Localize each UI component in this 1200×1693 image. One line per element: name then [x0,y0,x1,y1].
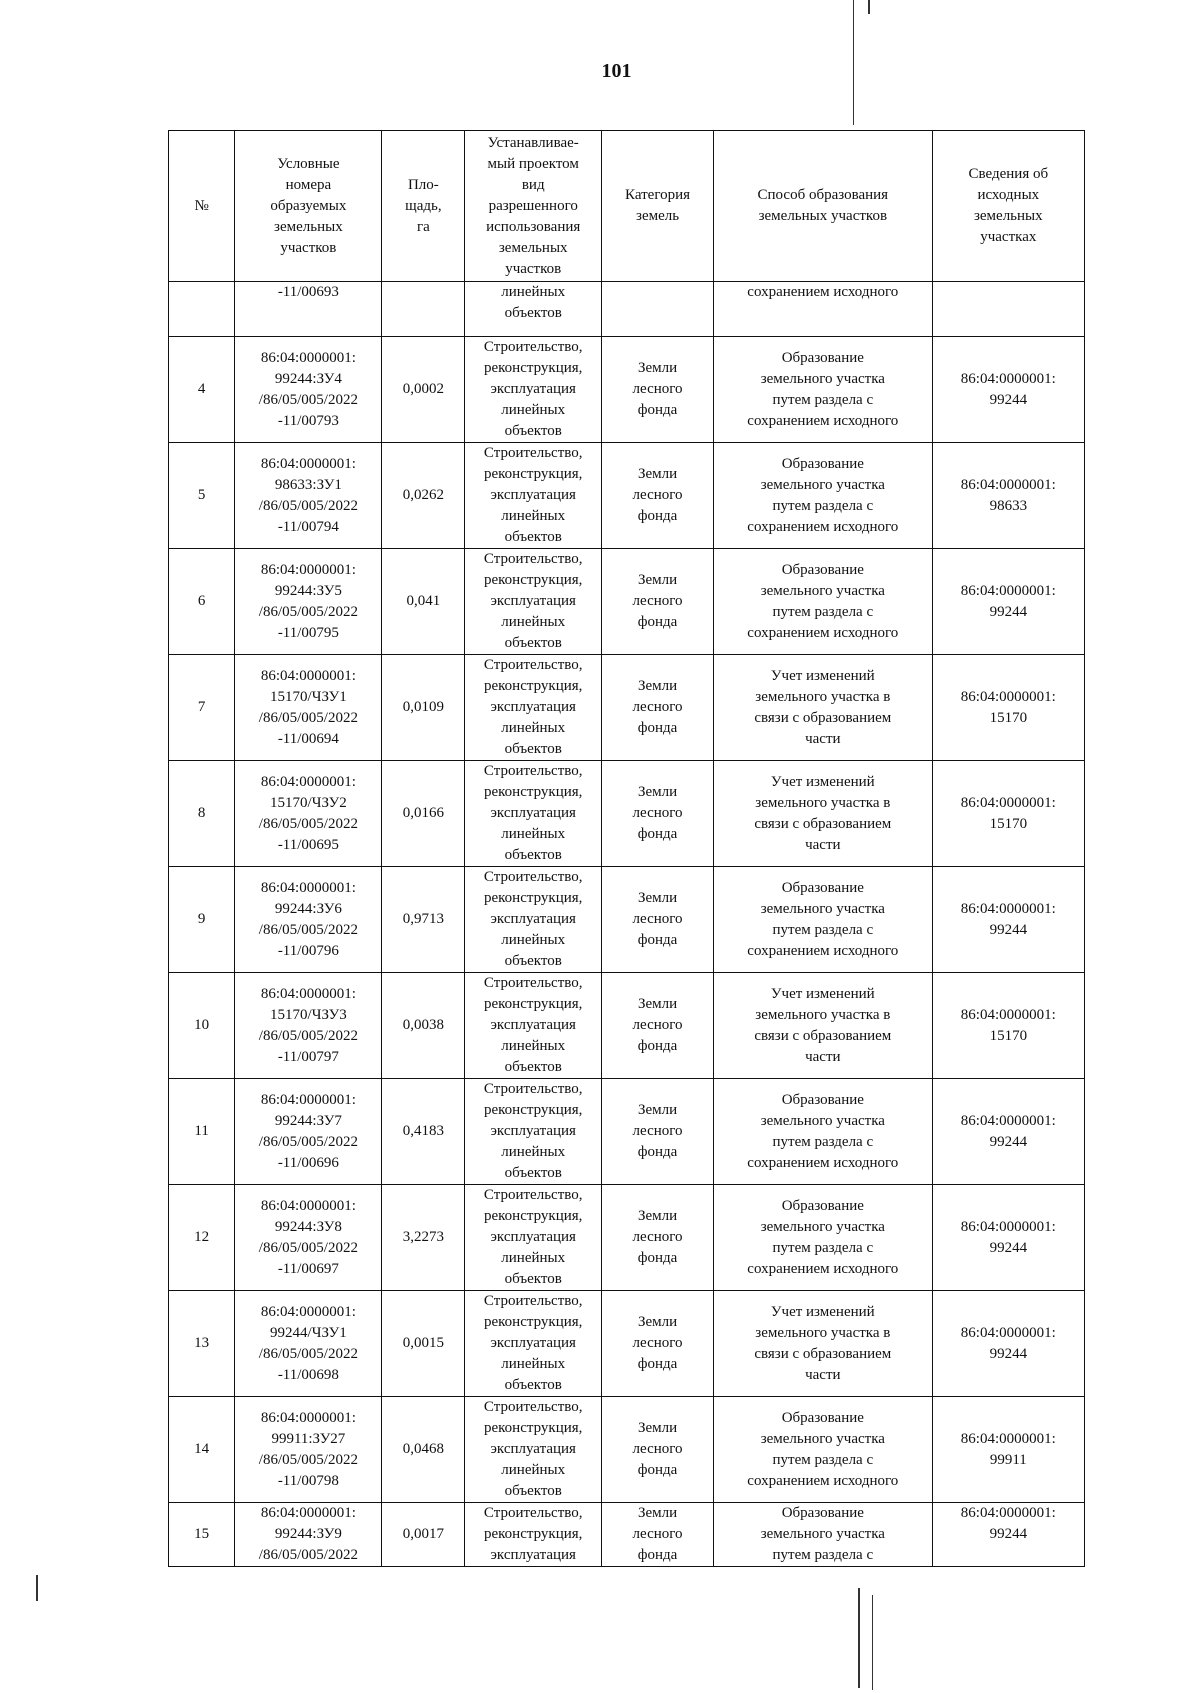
cell-cadastral: 86:04:0000001: 99244/ЧЗУ1 /86/05/005/2022 -11/00698 [235,1291,382,1397]
cell-method: Учет изменений земельного участка в связи с образованием части [714,1291,933,1397]
cell-cadastral: 86:04:0000001: 99244:ЗУ9 /86/05/005/2022 [235,1503,382,1567]
cell-source [932,282,1084,337]
cell-cadastral: -11/00693 [235,282,382,337]
cell-source: 86:04:0000001: 15170 [932,973,1084,1079]
scan-artifact-line [36,1575,38,1601]
cell-cadastral: 86:04:0000001: 15170/ЧЗУ3 /86/05/005/2022 -11/00797 [235,973,382,1079]
scan-artifact-line [868,0,870,14]
cell-use: линейных объектов [465,282,602,337]
cell-source: 86:04:0000001: 99244 [932,867,1084,973]
cell-area: 0,0038 [382,973,465,1079]
cell-area: 0,0262 [382,443,465,549]
cell-area: 0,0015 [382,1291,465,1397]
cell-source: 86:04:0000001: 99244 [932,337,1084,443]
cell-method: Образование земельного участка путем раздела с [714,1503,933,1567]
cell-number: 8 [169,761,235,867]
cell-area: 0,0166 [382,761,465,867]
header-area: Пло- щадь, га [382,131,465,282]
table-header-row [169,131,1085,282]
cell-category: Земли лесного фонда [602,443,714,549]
cell-method: Образование земельного участка путем раздела с сохранением исходного [714,1079,933,1185]
scan-artifact-line [872,1595,873,1690]
cell-number: 5 [169,443,235,549]
cell-category [602,282,714,337]
cell-area: 0,0017 [382,1503,465,1567]
cell-cadastral: 86:04:0000001: 99911:ЗУ27 /86/05/005/2022 -11/00798 [235,1397,382,1503]
cell-number: 4 [169,337,235,443]
cell-cadastral: 86:04:0000001: 99244:ЗУ7 /86/05/005/2022 -11/00696 [235,1079,382,1185]
cell-source: 86:04:0000001: 99911 [932,1397,1084,1503]
cell-use: Строительство, реконструкция, эксплуатация линейных объектов [465,761,602,867]
table-row-continuation [169,282,1085,337]
cell-area: 0,4183 [382,1079,465,1185]
cell-number: 6 [169,549,235,655]
cell-category: Земли лесного фонда [602,973,714,1079]
cell-use: Строительство, реконструкция, эксплуатация [465,1503,602,1567]
cell-use: Строительство, реконструкция, эксплуатация линейных объектов [465,1291,602,1397]
cell-number: 15 [169,1503,235,1567]
cell-number: 9 [169,867,235,973]
cell-category: Земли лесного фонда [602,337,714,443]
cell-source: 86:04:0000001: 99244 [932,1291,1084,1397]
cell-method: Учет изменений земельного участка в связи с образованием части [714,761,933,867]
cell-number: 10 [169,973,235,1079]
cell-method: Образование земельного участка путем раздела с сохранением исходного [714,443,933,549]
cell-use: Строительство, реконструкция, эксплуатация линейных объектов [465,1185,602,1291]
cell-use: Строительство, реконструкция, эксплуатация линейных объектов [465,443,602,549]
cell-method: Учет изменений земельного участка в связи с образованием части [714,655,933,761]
cell-category: Земли лесного фонда [602,761,714,867]
header-category: Категория земель [602,131,714,282]
land-plots-table [168,130,1085,1567]
cell-area: 0,0468 [382,1397,465,1503]
cell-method: Образование земельного участка путем раздела с сохранением исходного [714,867,933,973]
cell-method: Образование земельного участка путем раздела с сохранением исходного [714,1397,933,1503]
header-cadastral: Условные номера образуемых земельных участков [235,131,382,282]
cell-cadastral: 86:04:0000001: 99244:ЗУ8 /86/05/005/2022 -11/00697 [235,1185,382,1291]
cell-cadastral: 86:04:0000001: 15170/ЧЗУ1 /86/05/005/2022 -11/00694 [235,655,382,761]
table-row [169,337,1085,443]
cell-category: Земли лесного фонда [602,1291,714,1397]
cell-category: Земли лесного фонда [602,1185,714,1291]
cell-method: Образование земельного участка путем раздела с сохранением исходного [714,549,933,655]
cell-area [382,282,465,337]
cell-number: 12 [169,1185,235,1291]
cell-method: Образование земельного участка путем раздела с сохранением исходного [714,337,933,443]
cell-source: 86:04:0000001: 98633 [932,443,1084,549]
cell-category: Земли лесного фонда [602,1503,714,1567]
cell-source: 86:04:0000001: 99244 [932,549,1084,655]
cell-use: Строительство, реконструкция, эксплуатация линейных объектов [465,337,602,443]
cell-method: Образование земельного участка путем раздела с сохранением исходного [714,1185,933,1291]
cell-number: 14 [169,1397,235,1503]
table-row [169,1397,1085,1503]
cell-use: Строительство, реконструкция, эксплуатация линейных объектов [465,867,602,973]
cell-area: 0,9713 [382,867,465,973]
cell-category: Земли лесного фонда [602,867,714,973]
header-use: Устанавливае- мый проектом вид разрешенного использования земельных участков [465,131,602,282]
table-row [169,443,1085,549]
header-number: № [169,131,235,282]
page-number: 101 [601,60,632,82]
cell-category: Земли лесного фонда [602,655,714,761]
cell-source: 86:04:0000001: 15170 [932,655,1084,761]
cell-number: 11 [169,1079,235,1185]
cell-category: Земли лесного фонда [602,1079,714,1185]
cell-method: сохранением исходного [714,282,933,337]
cell-area: 0,041 [382,549,465,655]
cell-cadastral: 86:04:0000001: 99244:ЗУ6 /86/05/005/2022 -11/00796 [235,867,382,973]
cell-category: Земли лесного фонда [602,1397,714,1503]
cell-cadastral: 86:04:0000001: 99244:ЗУ4 /86/05/005/2022 -11/00793 [235,337,382,443]
cell-source: 86:04:0000001: 99244 [932,1185,1084,1291]
cell-use: Строительство, реконструкция, эксплуатация линейных объектов [465,973,602,1079]
table-row [169,1291,1085,1397]
cell-cadastral: 86:04:0000001: 15170/ЧЗУ2 /86/05/005/2022 -11/00695 [235,761,382,867]
cell-area: 0,0109 [382,655,465,761]
table-row [169,761,1085,867]
cell-number: 7 [169,655,235,761]
cell-use: Строительство, реконструкция, эксплуатация линейных объектов [465,1079,602,1185]
cell-source: 86:04:0000001: 15170 [932,761,1084,867]
table-row [169,1185,1085,1291]
cell-method: Учет изменений земельного участка в связи с образованием части [714,973,933,1079]
cell-area: 3,2273 [382,1185,465,1291]
table-row [169,867,1085,973]
cell-area: 0,0002 [382,337,465,443]
scan-artifact-line [858,1588,860,1688]
cell-category: Земли лесного фонда [602,549,714,655]
cell-cadastral: 86:04:0000001: 99244:ЗУ5 /86/05/005/2022 -11/00795 [235,549,382,655]
cell-use: Строительство, реконструкция, эксплуатация линейных объектов [465,655,602,761]
table-row [169,1503,1085,1567]
table-row [169,973,1085,1079]
cell-number: 13 [169,1291,235,1397]
header-method: Способ образования земельных участков [714,131,933,282]
table-row [169,655,1085,761]
cell-number [169,282,235,337]
cell-cadastral: 86:04:0000001: 98633:ЗУ1 /86/05/005/2022 -11/00794 [235,443,382,549]
header-source: Сведения об исходных земельных участках [932,131,1084,282]
cell-use: Строительство, реконструкция, эксплуатация линейных объектов [465,549,602,655]
cell-use: Строительство, реконструкция, эксплуатация линейных объектов [465,1397,602,1503]
scan-artifact-line [853,0,854,125]
table-row [169,549,1085,655]
cell-source: 86:04:0000001: 99244 [932,1503,1084,1567]
table-row [169,1079,1085,1185]
cell-source: 86:04:0000001: 99244 [932,1079,1084,1185]
